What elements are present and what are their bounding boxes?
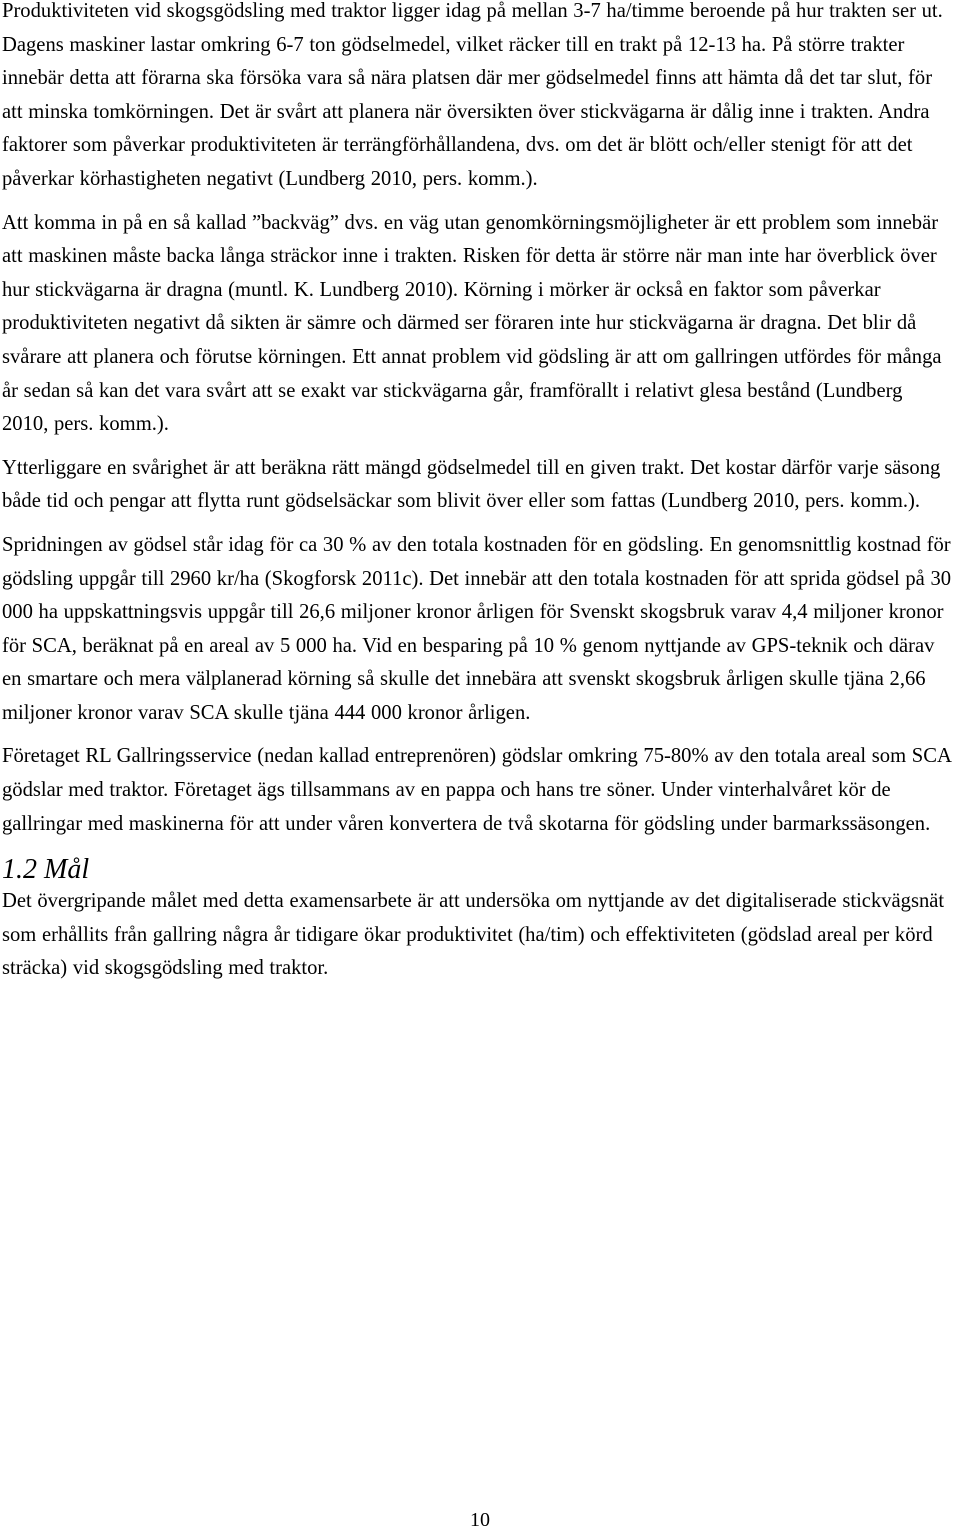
document-body — [2, 0, 952, 986]
paragraph-backvag: Att komma in på en så kallad ”backväg” dvs. en väg utan genomkörningsmöjligheter är ett problem som innebär att maskinen måste backa långa sträckor inne i trakten. Risken för detta är större när man inte har överblick över hur stickvägarna är dragna (muntl. K. Lundberg 2010). Körning i mörker är också en faktor som påverkar produktiviteten negativt då sikten är sämre och därmed ser föraren inte hur stickvägarna är dragna. Det blir då svårare att planera och förutse körningen. Ett annat problem vid gödsling är att om gallringen utfördes för många år sedan så kan det vara svårt att se exakt var stickvägarna går, framförallt i relativt glesa bestånd (Lundberg 2010, pers. komm.). — [2, 211, 942, 436]
paragraph-costs: Spridningen av gödsel står idag för ca 30 % av den totala kostnaden för en gödsling. En genomsnittlig kostnad för gödsling uppgår till 2960 kr/ha (Skogforsk 2011c). Det innebär att den totala kostnaden för att sprida gödsel på 30 000 ha uppskattningsvis uppgår till 26,6 miljoner kronor årligen för Svenskt skogsbruk varav 4,4 miljoner kronor för SCA, beräknat på en areal av 5 000 ha. Vid en besparing på 10 % genom nyttjande av GPS-teknik och därav en smartare och mera välplanerad körning så skulle det innebära att svenskt skogsbruk årligen skulle tjäna 2,66 miljoner kronor varav SCA skulle tjäna 444 000 kronor årligen. — [2, 533, 952, 724]
section-number: 1.2 — [2, 854, 37, 886]
paragraph-contractor: Företaget RL Gallringsservice (nedan kallad entreprenören) gödslar omkring 75-80% av den totala areal som SCA gödslar med traktor. Företaget ägs tillsammans av en pappa och hans tre söner. Under vinterhalvåret kör de gallringar med maskinerna för att under våren konvertera de två skotarna för gödsling under barmarkssäsongen. — [2, 745, 951, 835]
section-heading — [2, 853, 952, 887]
paragraph-goal: Det övergripande målet med detta examensarbete är att undersöka om nyttjande av det digitaliserade stickvägsnät som erhållits från gallring några år tidigare ökar produktivitet (ha/tim) och effektiviteten (gödslad areal per körd sträcka) vid skogsgödsling med traktor. — [2, 890, 945, 980]
page-number: 10 — [470, 1509, 490, 1531]
paragraph-fertilizer-amount: Ytterliggare en svårighet är att beräkna rätt mängd gödselmedel till en given trakt. Det kostar därför varje säsong både tid och pengar att flytta runt gödselsäckar som blivit över eller som fattas (Lundberg 2010, pers. komm.). — [2, 456, 941, 513]
section-title: Mål — [44, 854, 90, 886]
paragraph-productivity: Produktiviteten vid skogsgödsling med traktor ligger idag på mellan 3-7 ha/timme beroende på hur trakten ser ut. Dagens maskiner lastar omkring 6-7 ton gödselmedel, vilket räcker till en trakt på 12-13 ha. På större trakter innebär detta att förarna ska försöka vara så nära platsen där mer gödselmedel finns att hämta då det tar slut, för att minska tomkörningen. Det är svårt att planera när översikten över stickvägarna är dålig inne i trakten. Andra faktorer som påverkar produktiviteten är terrängförhållandena, dvs. om det är blött och/eller stenigt för att det påverkar körhastigheten negativt (Lundberg 2010, pers. komm.). — [2, 0, 943, 190]
